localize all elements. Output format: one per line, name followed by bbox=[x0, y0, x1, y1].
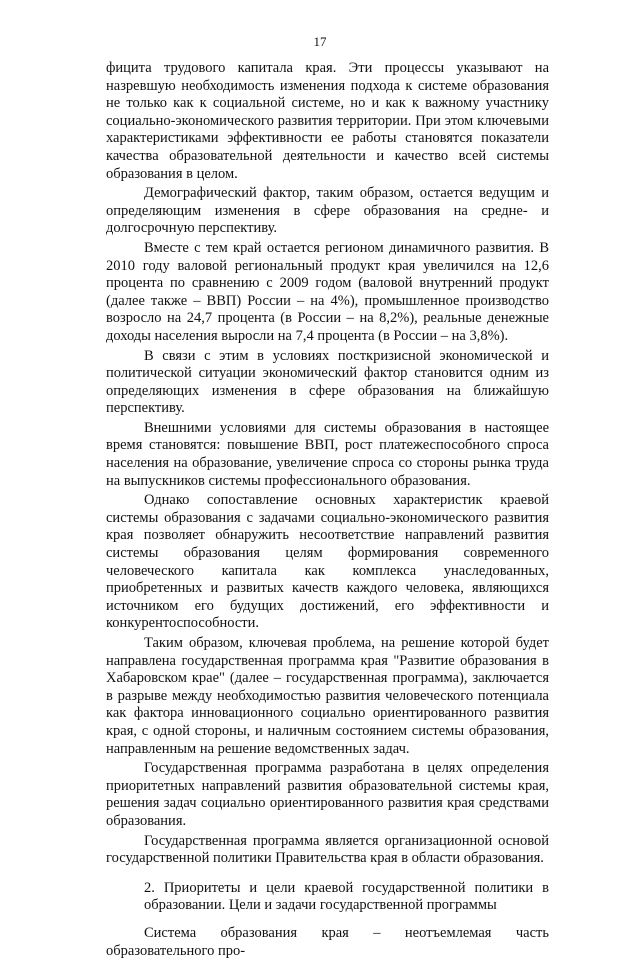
paragraph-program-basis: Государственная программа является организационной основой государственной политики Правительства края в области образования. bbox=[106, 832, 549, 867]
page-number: 17 bbox=[313, 34, 327, 49]
paragraph-continued: фицита трудового капитала края. Эти процессы указывают на назревшую необходимость изменения подхода к системе образования не только как к социальной системе, но и как к важному участнику социально-экономического развития территории. При этом ключевыми характеристиками эффективности ее работы становятся показатели качества образовательной деятельности и качество всей системы образования в целом. bbox=[106, 60, 549, 182]
page-body bbox=[106, 60, 549, 962]
paragraph-comparison: Однако сопоставление основных характеристик краевой системы образования с задачами социально-экономического развития края позволяет обнаружить несоответствие направлений развития системы образования целям формирования современного человеческого капитала как комплекса унаследованных, приобретенных и развитых качеств каждого человека, являющихся источником его будущих достижений, его эффективности и конкурентоспособности. bbox=[106, 492, 549, 632]
paragraph-external-conditions: Внешними условиями для системы образования в настоящее время становятся: повышение ВВП, рост платежеспособного спроса населения на образование, увеличение спроса со стороны рынка труда на выпускников системы профессионального образования. bbox=[106, 419, 549, 489]
paragraph-demographic-factor: Демографический фактор, таким образом, остается ведущим и определяющим изменения в сфере образования на средне- и долгосрочную перспективу. bbox=[106, 185, 549, 237]
section-heading: 2. Приоритеты и цели краевой государственной политики в образовании. Цели и задачи государственной программы bbox=[144, 879, 549, 914]
paragraph-key-problem: Таким образом, ключевая проблема, на решение которой будет направлена государственная программа края "Развитие образования в Хабаровском крае" (далее – государственная программа), заключается в разрыве между необходимостью развития человеческого потенциала как фактора инновационного социально ориентированного развития края, с одной стороны, и наличным состоянием системы образования, направленным на решение ведомственных задач. bbox=[106, 635, 549, 757]
paragraph-regional-development: Вместе с тем край остается регионом динамичного развития. В 2010 году валовой региональный продукт края увеличился на 12,6 процента по сравнению с 2009 годом (валовой внутренний продукт (далее также – ВВП) России – на 4%), промышленное производство возросло на 24,7 процента (в России – на 8,2%), реальные денежные доходы населения выросли на 7,4 процента (в России – на 3,8%). bbox=[106, 239, 549, 344]
paragraph-education-system: Система образования края – неотъемлемая часть образовательного про- bbox=[106, 924, 549, 959]
paragraph-economic-factor: В связи с этим в условиях посткризисной экономической и политической ситуации экономический фактор становится одним из определяющих изменения в сфере образования на ближайшую перспективу. bbox=[106, 347, 549, 417]
paragraph-program-purpose: Государственная программа разработана в целях определения приоритетных направлений развития образовательной системы края, решения задач социально ориентированного развития края средствами образования. bbox=[106, 760, 549, 829]
